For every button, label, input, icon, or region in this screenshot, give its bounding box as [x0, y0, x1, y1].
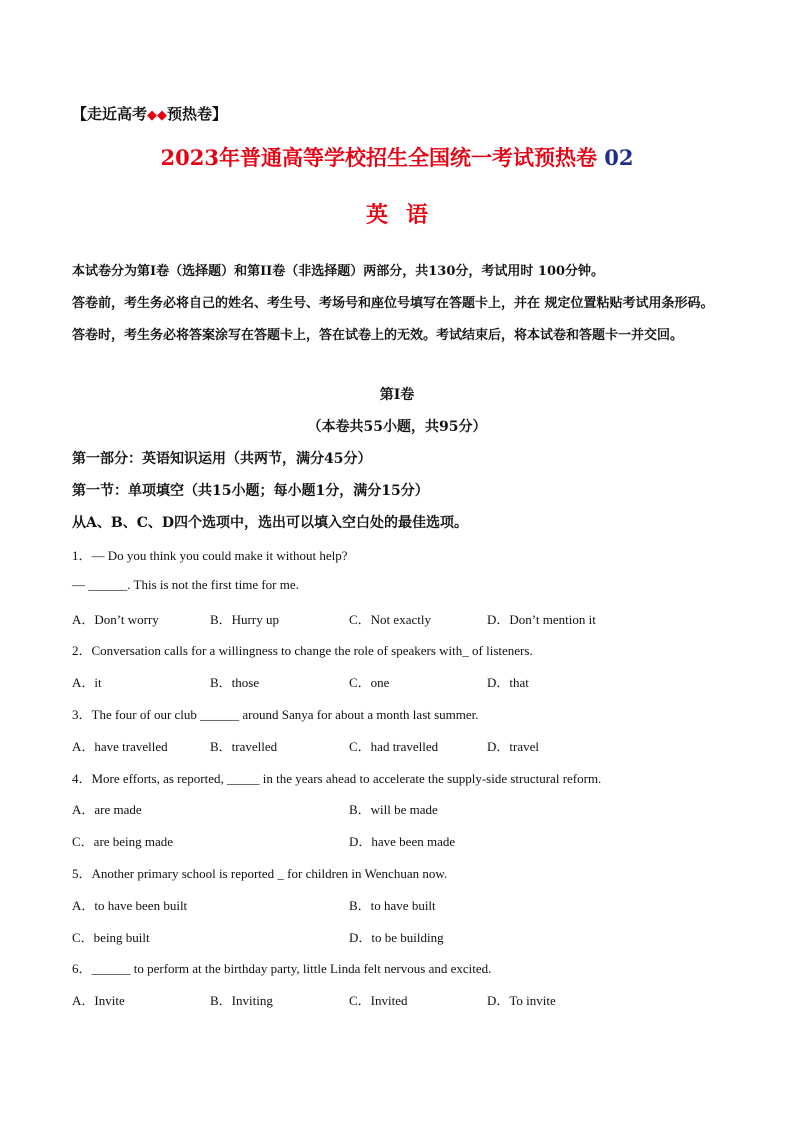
instructions	[72, 256, 724, 352]
option-b: B．Hurry up	[210, 612, 279, 627]
option-c: C．Invited	[349, 993, 408, 1008]
option-c: C．Not exactly	[349, 612, 431, 627]
exam-title	[0, 142, 794, 172]
option-b: B．will be made	[349, 802, 438, 817]
option-c: C．one	[349, 675, 390, 690]
option-d: D．to be building	[349, 930, 444, 945]
option-a: A．are made	[72, 802, 142, 817]
part-heading: 第一部分：英语知识运用（共两节，满分45分）	[72, 451, 372, 467]
instruction-line: 本试卷分为第I卷（选择题）和第II卷（非选择题）两部分，共130分，考试用时 100分钟。	[72, 264, 605, 279]
option-b: B．travelled	[210, 739, 278, 754]
option-c: C．are being made	[72, 834, 174, 849]
question-stem-reply: — ______. This is not the first time for me.	[72, 577, 299, 592]
tag-suffix: 预热卷】	[167, 105, 228, 123]
option-d: D．travel	[487, 739, 539, 754]
option-a: A．have travelled	[72, 739, 168, 754]
question-stem: 2．Conversation calls for a willingness to change the role of speakers with_ of listeners.	[72, 643, 533, 658]
option-c: C．had travelled	[349, 739, 439, 754]
option-c: C．being built	[72, 930, 150, 945]
instruction-line: 答卷前，考生务必将自己的姓名、考生号、考场号和座位号填写在答题卡上，并在 规定位置粘贴考试用条形码。答卷时，考生务必将答案涂写在答题卡上，答在试卷上的无效。考试结束后，将本试卷和答题卡一并交回。	[72, 296, 714, 343]
subsection-heading: 第一节：单项填空（共15小题；每小题1分，满分15分）	[72, 483, 429, 499]
subject-title: 英语	[365, 202, 446, 228]
option-d: D．that	[487, 675, 529, 690]
option-a: A．Don’t worry	[72, 612, 159, 627]
option-d: D．To invite	[487, 993, 556, 1008]
option-d: D．Don’t mention it	[487, 612, 596, 627]
directive: 从A、B、C、D四个选项中，选出可以填入空白处的最佳选项。	[72, 515, 468, 531]
tag-prefix: 【走近高考	[72, 105, 148, 123]
volume-note: （本卷共55小题，共95分）	[307, 419, 487, 435]
question-stem: 3．The four of our club ______ around Sanya for about a month last summer.	[72, 707, 479, 722]
option-b: B．Inviting	[210, 993, 273, 1008]
option-b: B．those	[210, 675, 260, 690]
option-a: A．Invite	[72, 993, 125, 1008]
option-d: D．have been made	[349, 834, 456, 849]
diamond-icon: ◆◆	[147, 108, 168, 123]
title-number: 02	[604, 145, 634, 170]
option-a: A．to have been built	[72, 898, 188, 913]
volume-title: 第I卷	[379, 387, 415, 403]
question-stem: 4．More efforts, as reported, _____ in the years ahead to accelerate the supply-side structural reform.	[72, 771, 602, 786]
option-b: B．to have built	[349, 898, 436, 913]
option-a: A．it	[72, 675, 102, 690]
question-stem: 5．Another primary school is reported _ for children in Wenchuan now.	[72, 866, 448, 881]
title-main: 2023年普通高等学校招生全国统一考试预热卷	[160, 145, 597, 170]
question-stem: 6．______ to perform at the birthday party, little Linda felt nervous and excited.	[72, 961, 492, 976]
exam-tag	[72, 103, 227, 124]
question-stem: 1．— Do you think you could make it without help?	[72, 548, 348, 563]
